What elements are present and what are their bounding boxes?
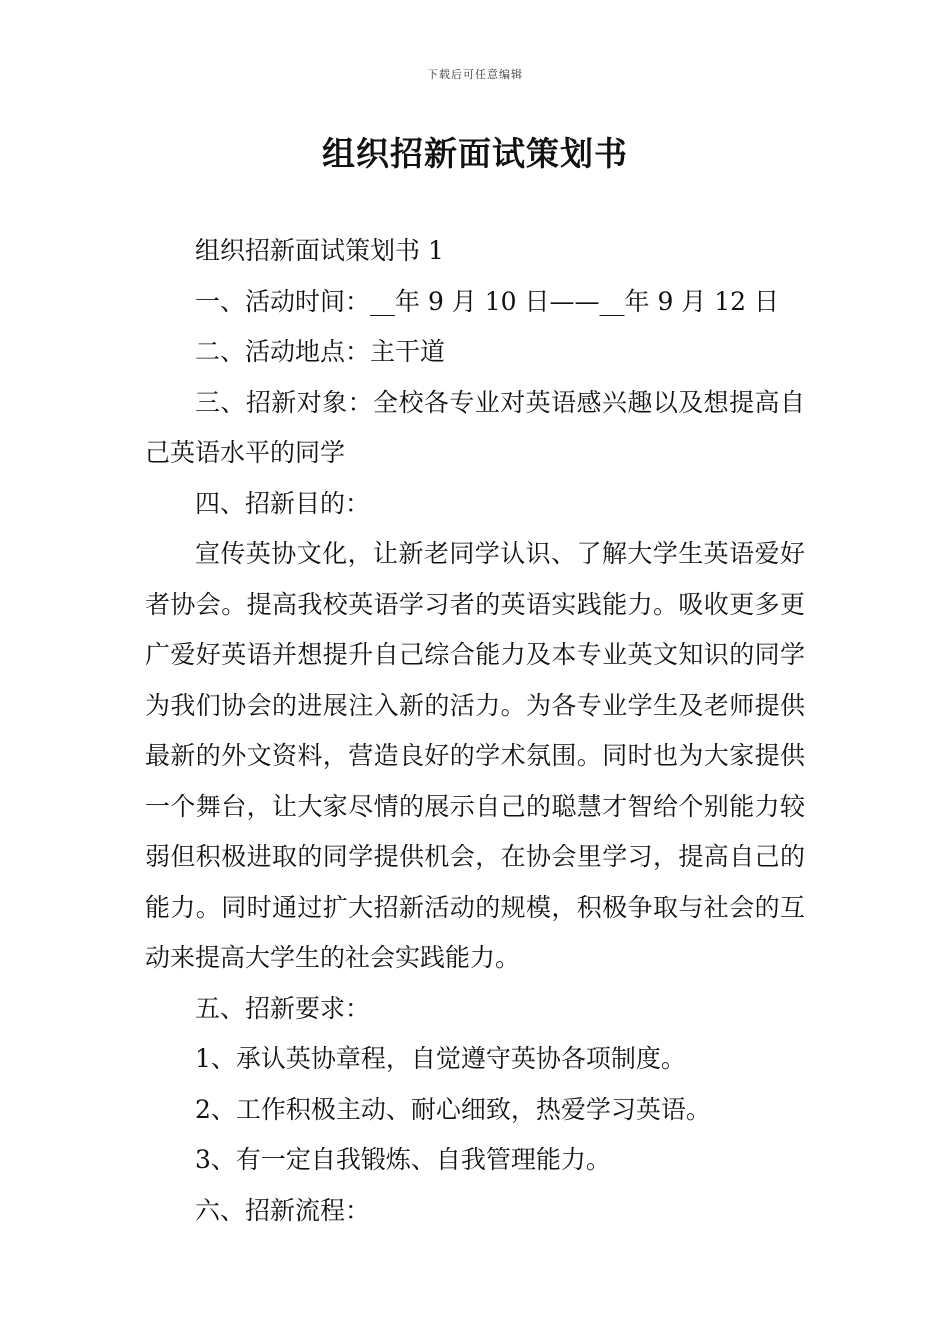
requirement-item: 2、工作积极主动、耐心细致，热爱学习英语。 [195, 1094, 711, 1124]
recruit-requirements-heading: 五、招新要求： [195, 993, 371, 1023]
header-note: 下载后可任意编辑 [427, 68, 523, 81]
subtitle-paragraph: 组织招新面试策划书 1 [195, 236, 444, 265]
requirement-item: 3、有一定自我锻炼、自我管理能力。 [195, 1145, 611, 1174]
document-title: 组织招新面试策划书 [322, 134, 628, 173]
recruit-purpose-heading: 四、招新目的： [195, 488, 371, 518]
requirement-item: 1、承认英协章程，自觉遵守英协各项制度。 [195, 1044, 686, 1073]
recruit-process-heading: 六、招新流程： [195, 1195, 371, 1225]
document-body [145, 226, 805, 1236]
activity-time-paragraph: 一、活动时间：__年 9 月 10 日——__年 9 月 12 日 [195, 286, 780, 316]
recruit-target-paragraph: 三、招新对象：全校各专业对英语感兴趣以及想提高自己英语水平的同学 [145, 387, 805, 467]
recruit-purpose-paragraph: 宣传英协文化，让新老同学认识、了解大学生英语爱好者协会。提高我校英语学习者的英语实践能力。吸收更多更广爱好英语并想提升自己综合能力及本专业英文知识的同学为我们协会的进展注入新的活力。为各专业学生及老师提供最新的外文资料，营造良好的学术氛围。同时也为大家提供一个舞台，让大家尽情的展示自己的聪慧才智给个别能力较弱但积极进取的同学提供机会，在协会里学习，提高自己的能力。同时通过扩大招新活动的规模，积极争取与社会的互动来提高大学生的社会实践能力。 [145, 539, 805, 972]
activity-location-paragraph: 二、活动地点：主干道 [195, 337, 446, 366]
